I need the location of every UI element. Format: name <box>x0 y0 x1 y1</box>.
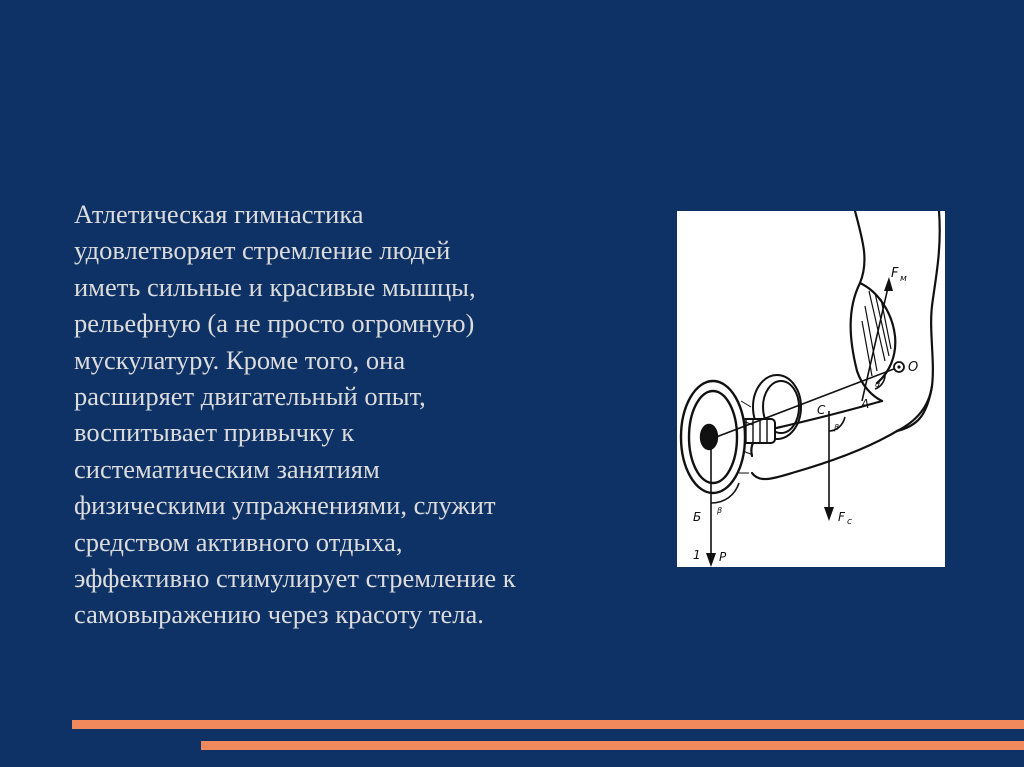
arm-dumbbell-drawing <box>677 211 945 567</box>
label-one: 1 <box>693 548 701 562</box>
label-fm-sub: м <box>900 274 907 284</box>
accent-bar-top <box>72 720 1024 729</box>
body-paragraph <box>74 196 614 633</box>
elbow-outline <box>897 386 932 431</box>
label-o: O <box>908 360 919 375</box>
label-p: P <box>719 550 727 564</box>
arrow-p <box>706 553 716 567</box>
paragraph-line: систематическим занятиям <box>74 453 380 484</box>
label-fm: F <box>891 266 899 281</box>
paragraph-line: воспитывает привычку к <box>74 417 355 448</box>
paragraph-line: физическими упражнениями, служит <box>74 490 496 521</box>
paragraph-line: мускулатуру. Кроме того, она <box>74 344 406 375</box>
arm-dumbbell-figure <box>677 211 945 567</box>
label-b: Б <box>693 510 702 524</box>
paragraph-line: средством активного отдыха, <box>74 526 403 557</box>
label-alpha-a: α <box>875 380 881 389</box>
arrow-fc <box>824 507 834 521</box>
paragraph-line: самовыражению через красоту тела. <box>74 599 484 630</box>
paragraph-line: Атлетическая гимнастика <box>74 199 364 229</box>
paragraph-line: расширяет двигательный опыт, <box>74 381 426 412</box>
label-c: C <box>817 403 826 417</box>
label-a: A <box>861 397 870 411</box>
label-beta-c: β <box>834 423 840 432</box>
upper-arm-back-outline <box>897 211 940 431</box>
label-beta-b: β <box>717 506 723 515</box>
accent-bar-bottom <box>201 741 1024 750</box>
label-fc: F <box>838 510 845 524</box>
paragraph-line: удовлетворяет стремление людей <box>74 235 451 266</box>
paragraph-line: иметь сильные и красивые мышцы, <box>74 271 476 302</box>
paragraph-line: эффективно стимулирует стремление к <box>74 563 516 594</box>
label-fc-sub: c <box>847 517 852 527</box>
paragraph-line: рельефную (а не просто огромную) <box>74 308 475 339</box>
